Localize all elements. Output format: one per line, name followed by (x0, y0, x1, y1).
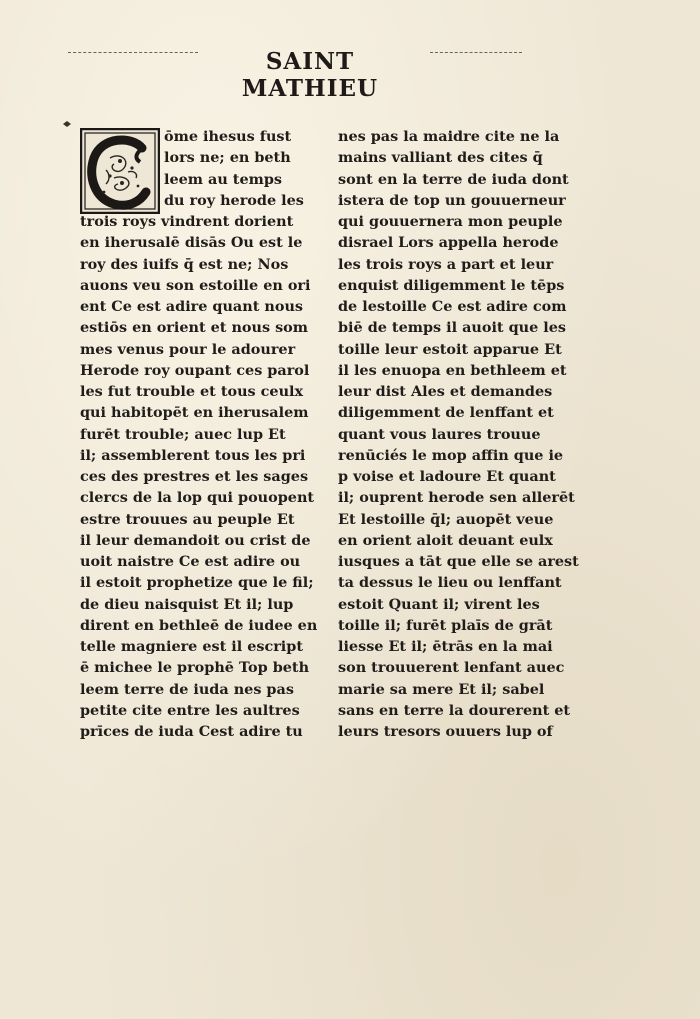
text-line: en iherusalē disās Ou est le (80, 234, 303, 252)
header-rule-left (68, 52, 198, 53)
text-line: marie sa mere Et il; sabel (338, 680, 545, 698)
text-line: ent Ce est adire quant nous (80, 298, 304, 315)
text-line: il les enuopa en bethleem et (338, 361, 567, 379)
text-line: toille leur estoit apparue Et (338, 340, 562, 358)
text-line: leem terre de iuda nes pas (80, 680, 294, 698)
text-line: auons veu son estoille en ori (80, 276, 311, 294)
text-line: trois roys vindrent dorient (80, 213, 294, 230)
header-rule-right (430, 52, 522, 53)
text-line: estre trouues au peuple Et (80, 510, 295, 528)
text-column-right (338, 126, 579, 742)
text-line: uoit naistre Ce est adire ou (80, 553, 301, 570)
running-head: SAINT MATHIEU (241, 48, 379, 102)
text-line: enquist diligemment le tēps (338, 276, 565, 294)
text-line: istera de top un gouuerneur (338, 191, 566, 209)
text-line: disrael Lors appella herode (338, 234, 559, 252)
text-line: Herode roy oupant ces parol (80, 361, 310, 379)
text-line: de dieu naisquist Et il; lup (80, 595, 294, 613)
text-line: petite cite entre les aultres (80, 701, 300, 719)
text-line: clercs de la lop qui pouopent (80, 489, 315, 507)
text-line: en orient aloit deuant eulx (338, 531, 553, 549)
text-line: telle magniere est il escript (80, 638, 303, 655)
text-line: diligemment de lenffant et (338, 404, 554, 422)
text-column-left (80, 126, 318, 742)
text-line: qui gouuernera mon peuple (338, 213, 563, 230)
text-line: biē de temps il auoit que les (338, 319, 566, 337)
text-line: toille il; furēt plaīs de grāt (338, 616, 553, 634)
text-line: leem au temps (164, 170, 283, 188)
text-line: renūciés le mop affin que ie (338, 446, 564, 464)
text-line: de lestoille Ce est adire com (338, 298, 567, 315)
text-line: lors ne; en beth (164, 149, 291, 167)
text-line: sans en terre la dourerent et (338, 701, 571, 719)
text-line: mes venus pour le adourer (80, 340, 296, 358)
text-line: il; assemblerent tous les pri (80, 446, 306, 464)
text-line: ōme ihesus fust (164, 128, 292, 145)
text-line: estoit Quant il; virent les (338, 595, 540, 613)
text-line: ta dessus le lieu ou lenffant (338, 574, 562, 592)
text-line: mains valliant des cites q̄ (338, 149, 543, 167)
text-line: les fut trouble et tous ceulx (80, 383, 304, 400)
text-line: roy des iuifs q̄ est ne; Nos (80, 255, 289, 273)
text-line: il; ouprent herode sen allerēt (338, 489, 575, 507)
text-line: Et lestoille q̄l; auopēt veue (338, 510, 554, 528)
text-line: prīces de iuda Cest adire tu (80, 723, 303, 740)
text-line: qui habitopēt en iherusalem (80, 404, 309, 422)
text-line: furēt trouble; auec lup Et (80, 425, 286, 443)
text-line: il estoit prophetize que le fil; (80, 574, 314, 592)
text-line: quant vous laures trouue (338, 425, 541, 443)
text-line: leur dist Ales et demandes (338, 383, 553, 400)
text-line: il leur demandoit ou crist de (80, 531, 311, 549)
text-line: ē michee le prophē Top beth (80, 659, 310, 677)
text-line: liesse Et il; ētrās en la mai (338, 638, 553, 655)
text-line: ces des prestres et les sages (80, 468, 309, 485)
text-line: leurs tresors ouuers lup of (338, 723, 553, 740)
text-line: iusques a tāt que elle se arest (338, 553, 579, 570)
text-line: dirent en bethleē de iudee en (80, 616, 318, 634)
text-line: du roy herode les (164, 191, 304, 209)
text-line: nes pas la maidre cite ne la (338, 128, 560, 145)
text-line: son trouuerent lenfant auec (338, 659, 565, 677)
text-line: sont en la terre de iuda dont (338, 170, 569, 188)
text-line: estiōs en orient et nous som (80, 319, 309, 337)
text-line: les trois roys a part et leur (338, 255, 554, 273)
text-line: p voise et ladoure Et quant (338, 468, 556, 485)
margin-mark-icon (62, 120, 72, 128)
